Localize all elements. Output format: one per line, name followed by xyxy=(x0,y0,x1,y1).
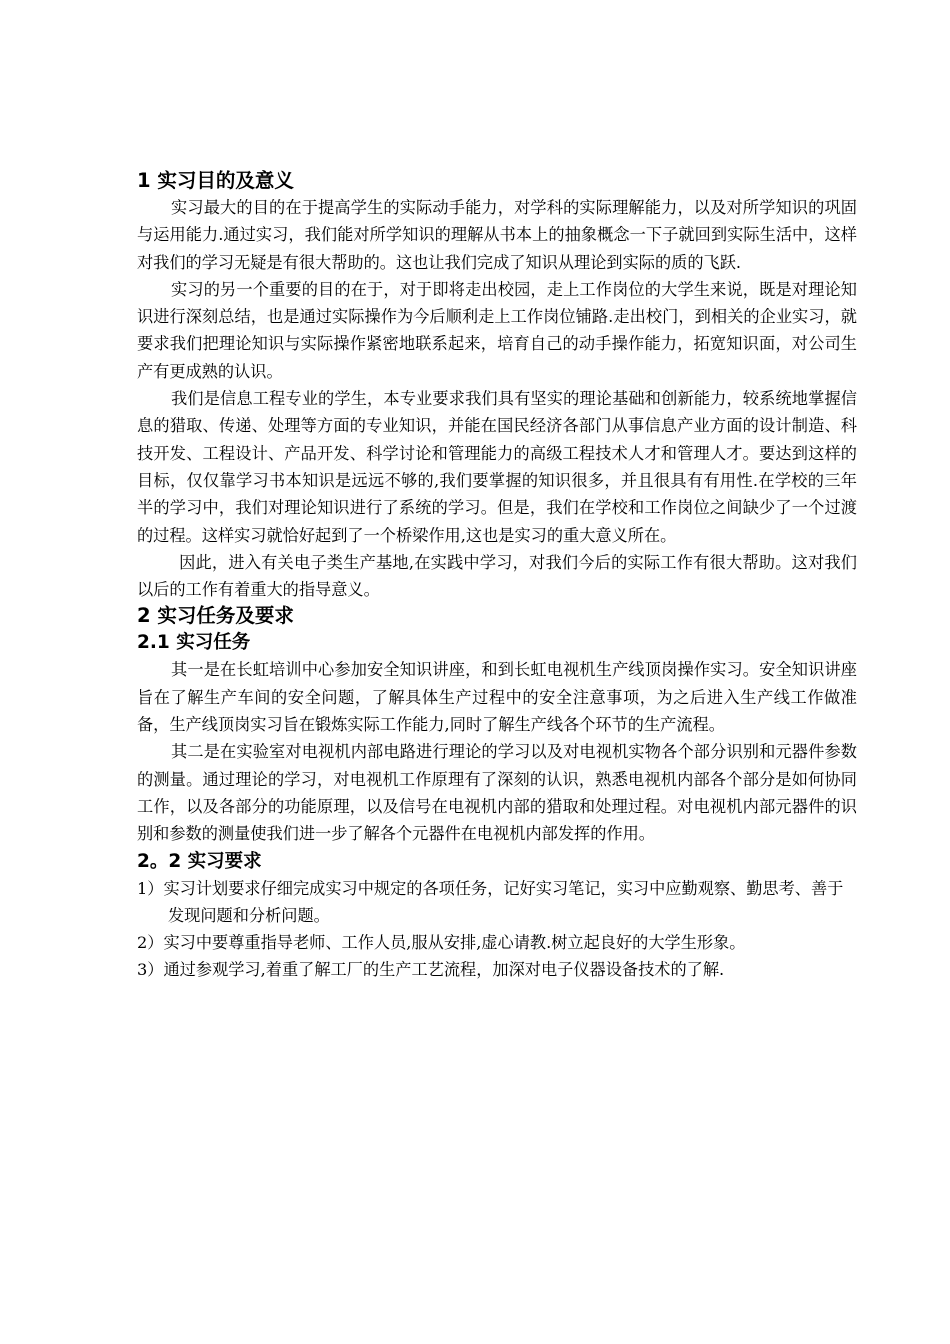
section-2-heading: 2 实习任务及要求 xyxy=(137,604,294,628)
section-2-1-paragraph-2: 其二是在实验室对电视机内部电路进行理论的学习以及对电视机实物各个部分识别和元器件参数的测量。通过理论的学习，对电视机工作原理有了深刻的认识，熟悉电视机内部各个部分是如何协同工作，以及各部分的功能原理，以及信号在电视机内部的猎取和处理过程。对电视机内部元器件的识别和参数的测量使我们进一步了解各个元器件在电视机内部发挥的作用。 xyxy=(137,742,857,844)
section-1-paragraph-4: 因此，进入有关电子类生产基地,在实践中学习，对我们今后的实际工作有很大帮助。这对我们以后的工作有着重大的指导意义。 xyxy=(137,552,857,600)
section-2-2-heading: 2。2 实习要求 xyxy=(137,850,262,872)
section-2-1-heading: 2.1 实习任务 xyxy=(137,632,251,654)
page-content xyxy=(137,168,857,984)
section-2-1-paragraph-1: 其一是在长虹培训中心参加安全知识讲座，和到长虹电视机生产线顶岗操作实习。安全知识讲座旨在了解生产车间的安全问题，了解具体生产过程中的安全注意事项，为之后进入生产线工作做准备，生产线顶岗实习旨在锻炼实际工作能力,同时了解生产线各个环节的生产流程。 xyxy=(137,660,857,735)
list-item: 2）实习中要尊重指导老师、工作人员,服从安排,虚心请教.树立起良好的大学生形象。 xyxy=(137,933,746,953)
list-item: 1）实习计划要求仔细完成实习中规定的各项任务，记好实习笔记，实习中应勤观察、勤思考、善于发现问题和分析问题。 xyxy=(137,878,844,925)
section-1-paragraph-2: 实习的另一个重要的目的在于，对于即将走出校园，走上工作岗位的大学生来说，既是对理论知识进行深刻总结，也是通过实际操作为今后顺利走上工作岗位铺路.走出校门，到相关的企业实习，就要求我们把理论知识与实际操作紧密地联系起来，培育自己的动手操作能力，拓宽知识面，对公司生产有更成熟的认识。 xyxy=(137,279,857,381)
section-1-heading: 1 实习目的及意义 xyxy=(137,169,294,192)
section-1-paragraph-3: 我们是信息工程专业的学生，本专业要求我们具有坚实的理论基础和创新能力，较系统地掌握信息的猎取、传递、处理等方面的专业知识，并能在国民经济各部门从事信息产业方面的设计制造、科技开发、工程设计、产品开发、科学讨论和管理能力的高级工程技术人才和管理人才。要达到这样的目标，仅仅靠学习书本知识是远远不够的,我们要掌握的知识很多，并且很具有有用性.在学校的三年半的学习中，我们对理论知识进行了系统的学习。但是，我们在学校和工作岗位之间缺少了一个过渡的过程。这样实习就恰好起到了一个桥梁作用,这也是实习的重大意义所在。 xyxy=(137,389,857,545)
list-item: 3）通过参观学习,着重了解工厂的生产工艺流程，加深对电子仪器设备技术的了解. xyxy=(137,960,725,980)
section-1-paragraph-1: 实习最大的目的在于提高学生的实际动手能力，对学科的实际理解能力，以及对所学知识的巩固与运用能力.通过实习，我们能对所学知识的理解从书本上的抽象概念一下子就回到实际生活中，这样对我们的学习无疑是有很大帮助的。这也让我们完成了知识从理论到实际的质的飞跃. xyxy=(137,198,857,272)
requirements-list xyxy=(137,875,857,984)
